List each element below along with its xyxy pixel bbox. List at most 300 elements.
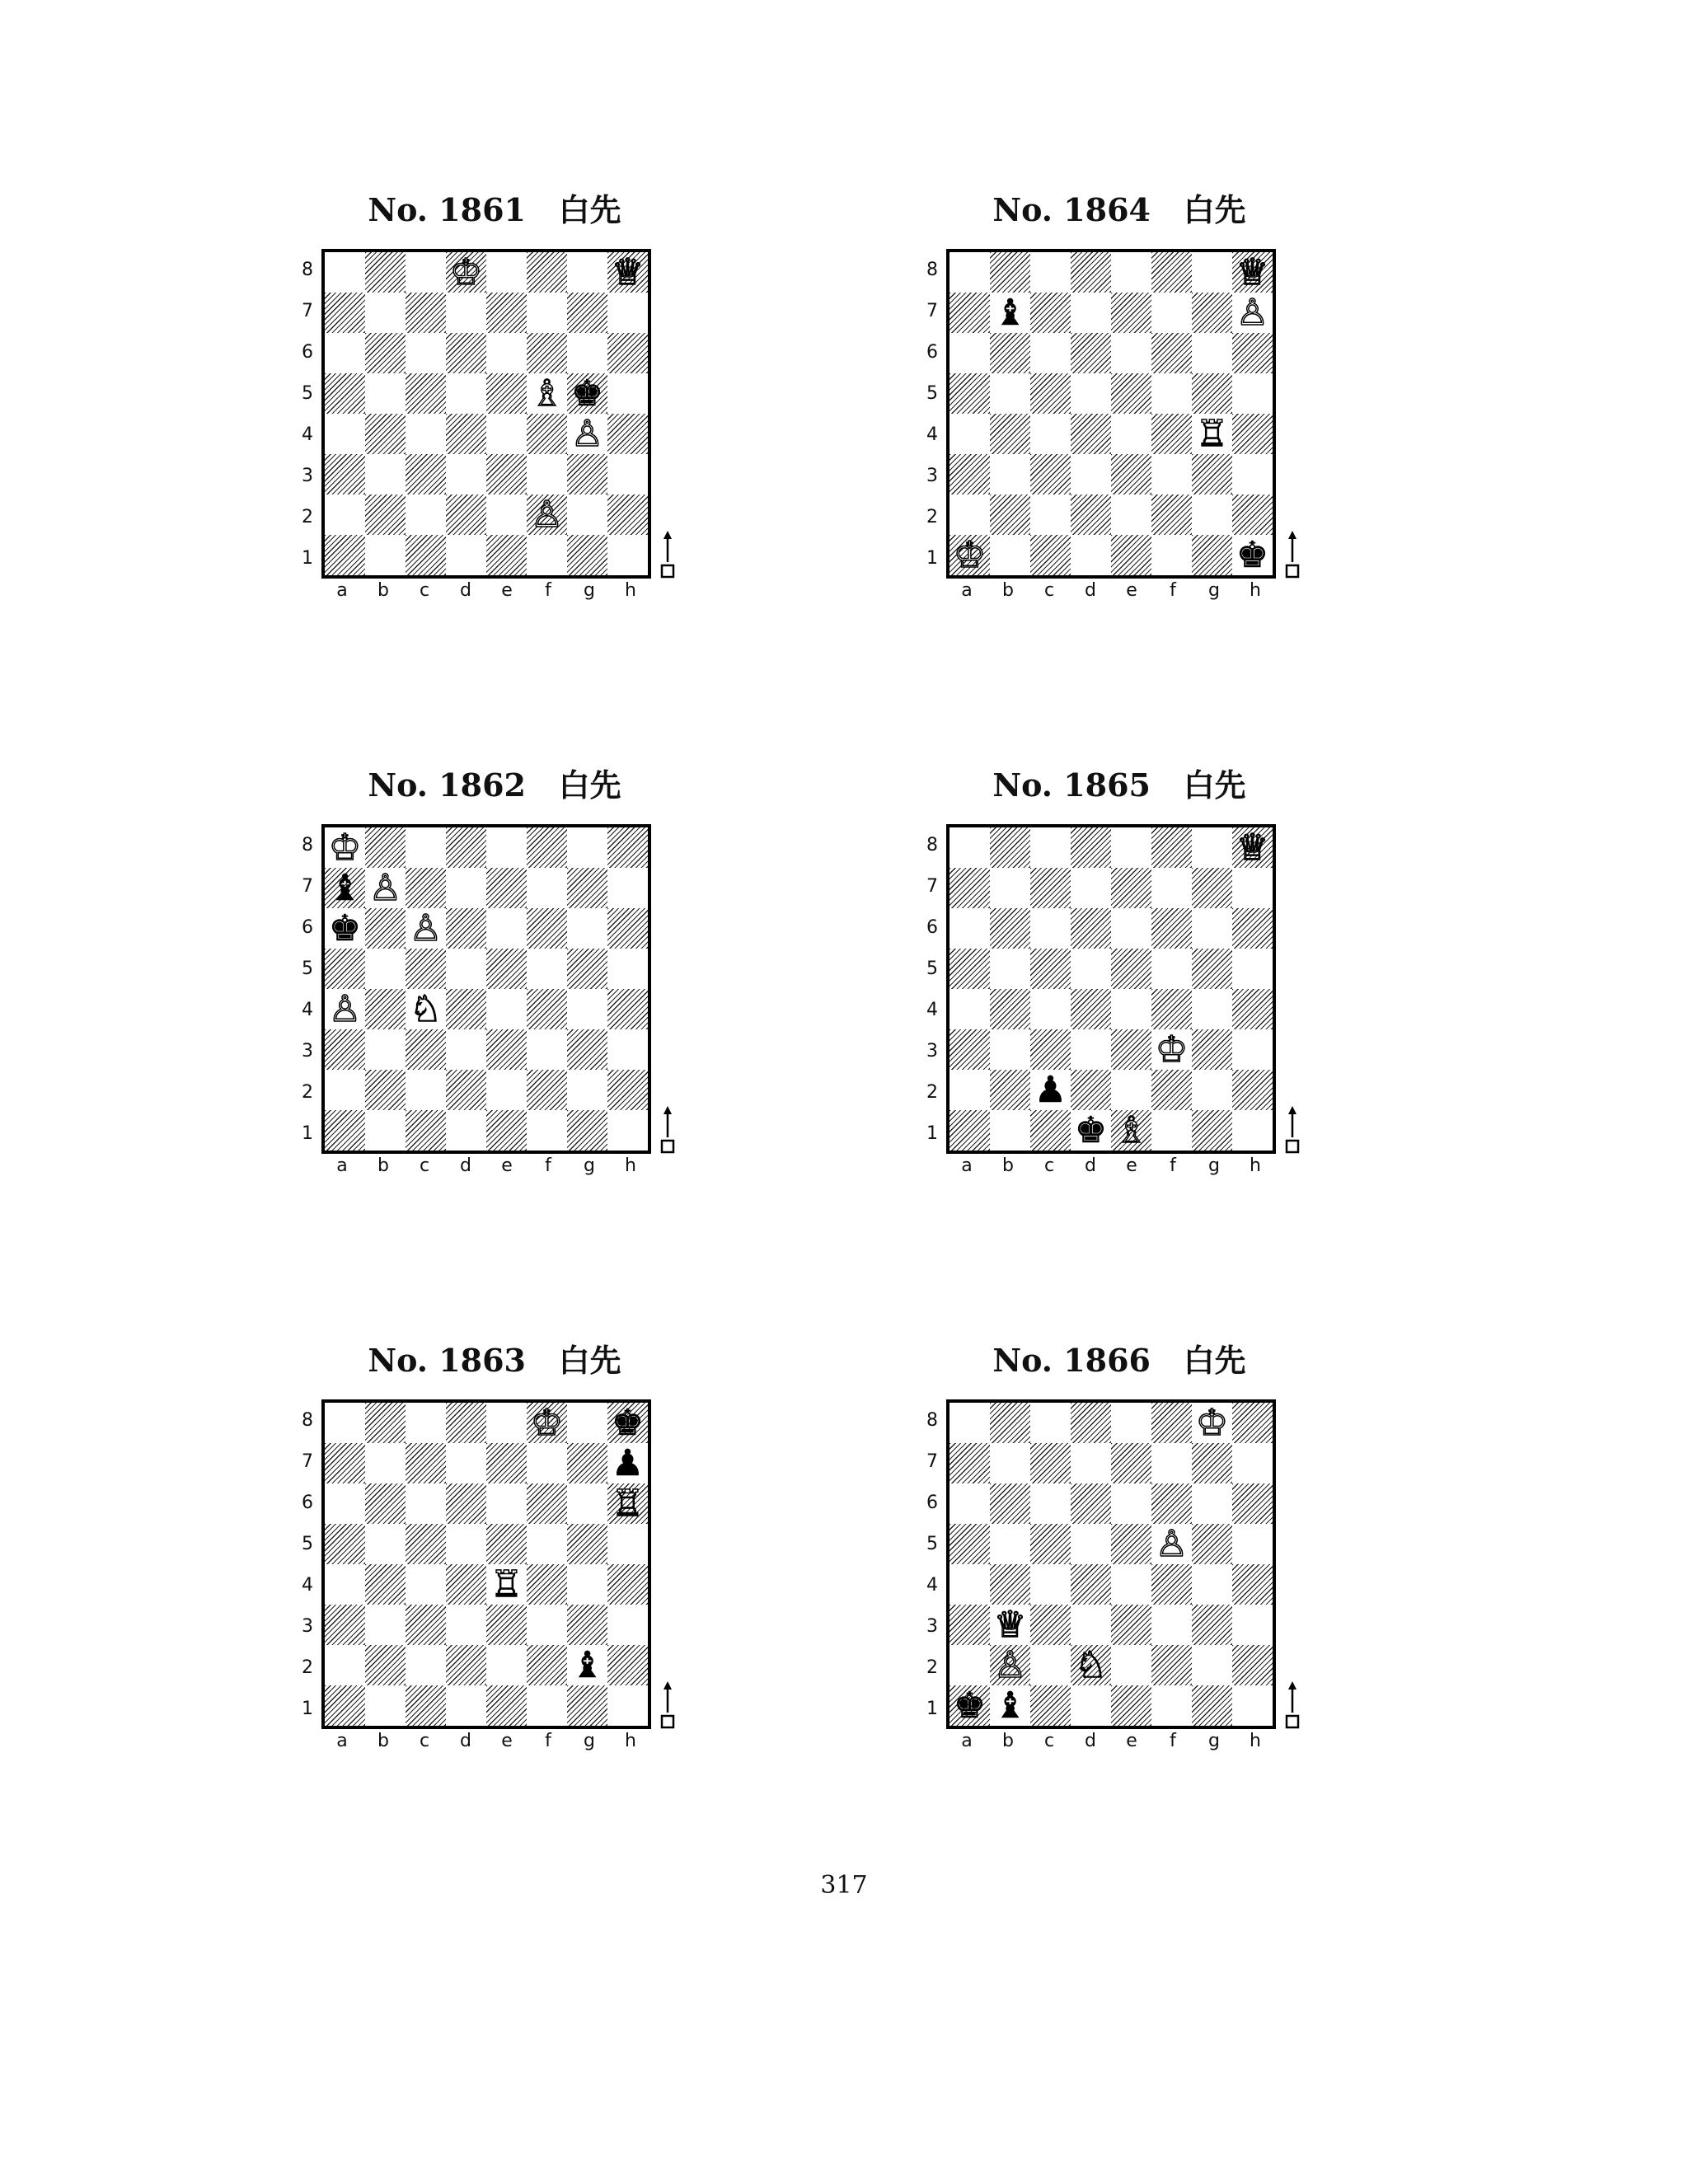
- square-d2: [1071, 1645, 1111, 1685]
- square-c3: [1030, 1605, 1071, 1645]
- square-g8: [567, 827, 607, 868]
- rank-label: 6: [926, 916, 938, 938]
- file-label: h: [625, 580, 636, 601]
- square-g2: [1192, 494, 1232, 535]
- file-label: h: [1250, 580, 1261, 601]
- rank-label: 2: [926, 506, 938, 527]
- square-c2: [406, 494, 446, 535]
- rank-label: 3: [926, 1615, 938, 1637]
- puzzle-1863: [280, 1342, 742, 1770]
- square-c3: [1030, 454, 1071, 494]
- square-h6: [607, 333, 648, 373]
- square-c4: [1030, 1564, 1071, 1605]
- square-e2: [1111, 1645, 1151, 1685]
- file-label: c: [419, 580, 430, 601]
- square-e3: [1111, 1029, 1151, 1070]
- square-f1: [527, 1110, 567, 1151]
- square-c6: [406, 908, 446, 949]
- square-f6: [527, 1483, 567, 1524]
- white-queen-icon: ♕: [993, 1603, 1027, 1646]
- square-d7: [446, 293, 486, 333]
- square-e6: [486, 333, 527, 373]
- square-b1: [365, 1685, 406, 1726]
- black-bishop-icon: ♝: [570, 1643, 604, 1686]
- square-c8: [1030, 252, 1071, 293]
- square-b3: [365, 454, 406, 494]
- square-e7: [486, 293, 527, 333]
- square-g8: [567, 252, 607, 293]
- square-c3: [406, 1029, 446, 1070]
- square-e8: [1111, 252, 1151, 293]
- square-a3: [325, 454, 365, 494]
- square-d3: [446, 1605, 486, 1645]
- white-queen-icon: ♕: [1236, 251, 1269, 293]
- square-e2: [486, 1645, 527, 1685]
- square-g6: [1192, 1483, 1232, 1524]
- board-area: [921, 1399, 1301, 1762]
- square-e8: [486, 252, 527, 293]
- square-g4: [567, 989, 607, 1029]
- rank-label: 5: [926, 382, 938, 404]
- board-area: [297, 824, 676, 1187]
- square-h5: [1232, 373, 1273, 414]
- square-c8: [406, 827, 446, 868]
- square-h5: [607, 949, 648, 989]
- rank-label: 7: [302, 300, 313, 321]
- square-a5: [950, 1524, 990, 1564]
- square-a1: [325, 1110, 365, 1151]
- rank-label: 5: [302, 382, 313, 404]
- square-d5: [446, 949, 486, 989]
- file-label: g: [1208, 1155, 1220, 1176]
- white-knight-icon: ♘: [1074, 1643, 1108, 1686]
- white-rook-icon: ♖: [611, 1482, 645, 1525]
- rank-label: 2: [302, 506, 313, 527]
- square-e3: [486, 1029, 527, 1070]
- rank-label: 4: [302, 999, 313, 1020]
- square-f8: [527, 252, 567, 293]
- chessboard: [946, 1399, 1276, 1729]
- square-c4: [1030, 989, 1071, 1029]
- square-d8: [446, 1403, 486, 1443]
- square-b5: [990, 949, 1030, 989]
- square-a5: [325, 373, 365, 414]
- rank-label: 6: [926, 341, 938, 363]
- white-to-move-icon: [1284, 1104, 1301, 1154]
- square-e3: [486, 454, 527, 494]
- square-f2: [1151, 1070, 1192, 1110]
- rank-label: 4: [926, 424, 938, 445]
- square-b4: [990, 1564, 1030, 1605]
- square-g8: [1192, 827, 1232, 868]
- square-d8: [1071, 1403, 1111, 1443]
- square-f4: [527, 989, 567, 1029]
- square-f1: [1151, 1110, 1192, 1151]
- rank-label: 3: [302, 1040, 313, 1062]
- square-b8: [990, 1403, 1030, 1443]
- rank-label: 1: [302, 1698, 313, 1719]
- rank-label: 5: [302, 958, 313, 979]
- square-g8: [567, 1403, 607, 1443]
- square-g5: [1192, 373, 1232, 414]
- square-e7: [1111, 293, 1151, 333]
- square-a1: [325, 535, 365, 575]
- file-label: d: [1085, 1731, 1096, 1751]
- square-g3: [567, 1029, 607, 1070]
- square-a2: [950, 1645, 990, 1685]
- square-c7: [406, 1443, 446, 1483]
- square-h6: [607, 908, 648, 949]
- rank-label: 4: [302, 424, 313, 445]
- square-a7: [950, 1443, 990, 1483]
- square-a3: [950, 454, 990, 494]
- square-g7: [1192, 293, 1232, 333]
- square-c7: [1030, 1443, 1071, 1483]
- square-b1: [365, 1110, 406, 1151]
- square-f2: [527, 1070, 567, 1110]
- puzzle-1864: [905, 191, 1367, 620]
- square-f8: [1151, 252, 1192, 293]
- square-b1: [990, 535, 1030, 575]
- square-f7: [527, 1443, 567, 1483]
- white-bishop-icon: ♗: [530, 372, 564, 415]
- square-h1: [1232, 1110, 1273, 1151]
- square-c2: [1030, 1645, 1071, 1685]
- square-b4: [365, 989, 406, 1029]
- square-b3: [990, 454, 1030, 494]
- square-d6: [446, 908, 486, 949]
- square-c3: [406, 454, 446, 494]
- square-a4: [950, 989, 990, 1029]
- black-king-icon: ♚: [328, 907, 362, 949]
- square-e8: [1111, 1403, 1151, 1443]
- rank-label: 4: [926, 1574, 938, 1596]
- square-d8: [1071, 252, 1111, 293]
- square-e5: [1111, 949, 1151, 989]
- square-c1: [406, 535, 446, 575]
- file-label: d: [1085, 580, 1096, 601]
- square-a3: [950, 1029, 990, 1070]
- square-g5: [567, 373, 607, 414]
- black-king-icon: ♚: [570, 372, 604, 415]
- file-label: g: [584, 580, 595, 601]
- square-e7: [1111, 1443, 1151, 1483]
- file-label: e: [1126, 1155, 1137, 1176]
- white-pawn-icon: ♙: [368, 866, 402, 909]
- square-d8: [446, 252, 486, 293]
- file-label: b: [1002, 1155, 1014, 1176]
- square-b1: [365, 535, 406, 575]
- square-g2: [567, 1645, 607, 1685]
- square-c2: [1030, 1070, 1071, 1110]
- square-b1: [990, 1110, 1030, 1151]
- square-e1: [1111, 1110, 1151, 1151]
- square-a1: [325, 1685, 365, 1726]
- square-e7: [486, 1443, 527, 1483]
- rank-label: 8: [302, 1409, 313, 1431]
- file-label: c: [419, 1155, 430, 1176]
- square-d7: [446, 1443, 486, 1483]
- rank-label: 6: [926, 1492, 938, 1513]
- rank-label: 3: [302, 1615, 313, 1637]
- square-g8: [1192, 1403, 1232, 1443]
- square-a6: [325, 333, 365, 373]
- square-g1: [567, 535, 607, 575]
- square-g3: [1192, 454, 1232, 494]
- square-a2: [325, 494, 365, 535]
- square-d5: [446, 373, 486, 414]
- square-a7: [950, 293, 990, 333]
- square-c7: [406, 868, 446, 908]
- rank-label: 8: [926, 834, 938, 855]
- file-labels: [946, 1731, 1276, 1755]
- black-king-icon: ♚: [1236, 533, 1269, 576]
- square-a2: [325, 1645, 365, 1685]
- square-g1: [567, 1685, 607, 1726]
- square-b7: [365, 293, 406, 333]
- square-f2: [1151, 494, 1192, 535]
- square-a1: [950, 1685, 990, 1726]
- square-c5: [1030, 1524, 1071, 1564]
- square-f5: [527, 949, 567, 989]
- square-c6: [1030, 1483, 1071, 1524]
- square-b8: [990, 827, 1030, 868]
- square-h5: [1232, 949, 1273, 989]
- file-label: d: [460, 580, 471, 601]
- square-a3: [325, 1029, 365, 1070]
- square-f5: [1151, 373, 1192, 414]
- rank-label: 8: [926, 259, 938, 280]
- file-label: g: [584, 1155, 595, 1176]
- square-c3: [1030, 1029, 1071, 1070]
- square-g4: [567, 414, 607, 454]
- square-b8: [365, 827, 406, 868]
- square-b6: [365, 1483, 406, 1524]
- square-g4: [1192, 414, 1232, 454]
- rank-label: 2: [926, 1657, 938, 1678]
- rank-label: 7: [926, 875, 938, 897]
- file-labels: [321, 580, 651, 605]
- square-a1: [950, 535, 990, 575]
- rank-label: 5: [926, 1533, 938, 1554]
- square-b6: [990, 1483, 1030, 1524]
- square-b2: [365, 1070, 406, 1110]
- square-c3: [406, 1605, 446, 1645]
- square-f8: [1151, 1403, 1192, 1443]
- square-b4: [365, 414, 406, 454]
- file-label: a: [336, 1155, 348, 1176]
- square-f1: [1151, 535, 1192, 575]
- black-bishop-icon: ♝: [993, 1684, 1027, 1727]
- square-f5: [1151, 949, 1192, 989]
- square-d6: [446, 1483, 486, 1524]
- square-e1: [486, 1685, 527, 1726]
- rank-labels: [921, 249, 943, 579]
- square-g6: [567, 1483, 607, 1524]
- square-e6: [486, 1483, 527, 1524]
- chessboard: [946, 824, 1276, 1154]
- square-d2: [1071, 494, 1111, 535]
- square-f8: [527, 1403, 567, 1443]
- square-g5: [1192, 1524, 1232, 1564]
- square-g6: [567, 908, 607, 949]
- file-labels: [946, 580, 1276, 605]
- square-e8: [1111, 827, 1151, 868]
- square-a4: [325, 989, 365, 1029]
- square-h2: [607, 1070, 648, 1110]
- black-pawn-icon: ♟: [611, 1441, 645, 1484]
- square-d3: [446, 454, 486, 494]
- file-label: b: [377, 580, 389, 601]
- square-c6: [406, 1483, 446, 1524]
- square-d6: [446, 333, 486, 373]
- rank-label: 2: [302, 1081, 313, 1103]
- square-h7: [1232, 293, 1273, 333]
- square-a4: [950, 1564, 990, 1605]
- square-d5: [446, 1524, 486, 1564]
- square-g7: [567, 1443, 607, 1483]
- puzzle-title: No. 1863 白先: [368, 1342, 621, 1379]
- square-c5: [406, 949, 446, 989]
- square-h7: [1232, 868, 1273, 908]
- rank-label: 6: [302, 1492, 313, 1513]
- square-a8: [325, 827, 365, 868]
- square-d1: [446, 1110, 486, 1151]
- square-a8: [950, 827, 990, 868]
- square-g1: [1192, 1685, 1232, 1726]
- square-h8: [607, 252, 648, 293]
- square-b6: [990, 908, 1030, 949]
- black-bishop-icon: ♝: [328, 866, 362, 909]
- square-b8: [365, 252, 406, 293]
- white-king-icon: ♔: [328, 826, 362, 869]
- square-f3: [527, 454, 567, 494]
- square-b7: [990, 868, 1030, 908]
- white-king-icon: ♔: [530, 1401, 564, 1444]
- file-label: a: [336, 1731, 348, 1751]
- square-a6: [950, 1483, 990, 1524]
- square-e4: [1111, 989, 1151, 1029]
- square-g1: [1192, 1110, 1232, 1151]
- square-e3: [486, 1605, 527, 1645]
- square-f6: [527, 908, 567, 949]
- rank-label: 7: [926, 1451, 938, 1472]
- square-a4: [325, 414, 365, 454]
- square-d6: [1071, 333, 1111, 373]
- square-e5: [486, 373, 527, 414]
- square-h6: [1232, 908, 1273, 949]
- white-to-move-icon: [1284, 1680, 1301, 1729]
- square-g6: [1192, 908, 1232, 949]
- square-c8: [406, 252, 446, 293]
- square-c2: [406, 1070, 446, 1110]
- square-g3: [567, 454, 607, 494]
- square-d5: [1071, 949, 1111, 989]
- square-d7: [446, 868, 486, 908]
- square-b2: [365, 1645, 406, 1685]
- square-g7: [1192, 868, 1232, 908]
- square-d3: [1071, 454, 1111, 494]
- puzzle-1865: [905, 766, 1367, 1195]
- square-b4: [365, 1564, 406, 1605]
- square-f4: [527, 414, 567, 454]
- square-f3: [1151, 454, 1192, 494]
- square-h5: [1232, 1524, 1273, 1564]
- white-pawn-icon: ♙: [993, 1643, 1027, 1686]
- square-c7: [1030, 868, 1071, 908]
- white-king-icon: ♔: [1195, 1401, 1229, 1444]
- file-label: c: [419, 1731, 430, 1751]
- square-f6: [527, 333, 567, 373]
- square-d2: [1071, 1070, 1111, 1110]
- square-f4: [1151, 989, 1192, 1029]
- square-c4: [406, 1564, 446, 1605]
- square-b2: [990, 494, 1030, 535]
- square-d7: [1071, 1443, 1111, 1483]
- square-a6: [950, 908, 990, 949]
- file-label: h: [625, 1731, 636, 1751]
- square-h1: [607, 1685, 648, 1726]
- square-f3: [1151, 1605, 1192, 1645]
- square-c7: [1030, 293, 1071, 333]
- square-g7: [1192, 1443, 1232, 1483]
- square-a3: [325, 1605, 365, 1645]
- square-h1: [1232, 535, 1273, 575]
- square-f5: [527, 373, 567, 414]
- board-area: [297, 1399, 676, 1762]
- file-label: e: [501, 580, 513, 601]
- square-d5: [1071, 1524, 1111, 1564]
- file-label: b: [1002, 1731, 1014, 1751]
- puzzle-title: No. 1866 白先: [992, 1342, 1246, 1379]
- square-h3: [1232, 1029, 1273, 1070]
- square-e2: [1111, 494, 1151, 535]
- square-a8: [325, 252, 365, 293]
- square-c2: [1030, 494, 1071, 535]
- file-label: f: [545, 1155, 551, 1176]
- square-f2: [527, 494, 567, 535]
- square-b2: [990, 1070, 1030, 1110]
- white-bishop-icon: ♗: [1114, 1108, 1148, 1151]
- square-f1: [1151, 1685, 1192, 1726]
- rank-label: 4: [926, 999, 938, 1020]
- file-label: g: [1208, 580, 1220, 601]
- rank-label: 1: [926, 547, 938, 569]
- square-f6: [1151, 333, 1192, 373]
- square-b1: [990, 1685, 1030, 1726]
- square-g2: [567, 1070, 607, 1110]
- square-c7: [406, 293, 446, 333]
- square-c6: [1030, 908, 1071, 949]
- square-h7: [1232, 1443, 1273, 1483]
- square-b5: [365, 373, 406, 414]
- square-g3: [1192, 1605, 1232, 1645]
- square-h3: [1232, 1605, 1273, 1645]
- board-area: [921, 824, 1301, 1187]
- black-king-icon: ♚: [1074, 1108, 1108, 1151]
- square-h2: [607, 494, 648, 535]
- rank-label: 5: [302, 1533, 313, 1554]
- white-rook-icon: ♖: [490, 1563, 523, 1605]
- square-b5: [365, 949, 406, 989]
- square-g4: [1192, 989, 1232, 1029]
- square-c6: [406, 333, 446, 373]
- square-f6: [1151, 908, 1192, 949]
- square-b7: [990, 293, 1030, 333]
- square-e1: [486, 1110, 527, 1151]
- file-label: a: [961, 580, 973, 601]
- chessboard: [946, 249, 1276, 579]
